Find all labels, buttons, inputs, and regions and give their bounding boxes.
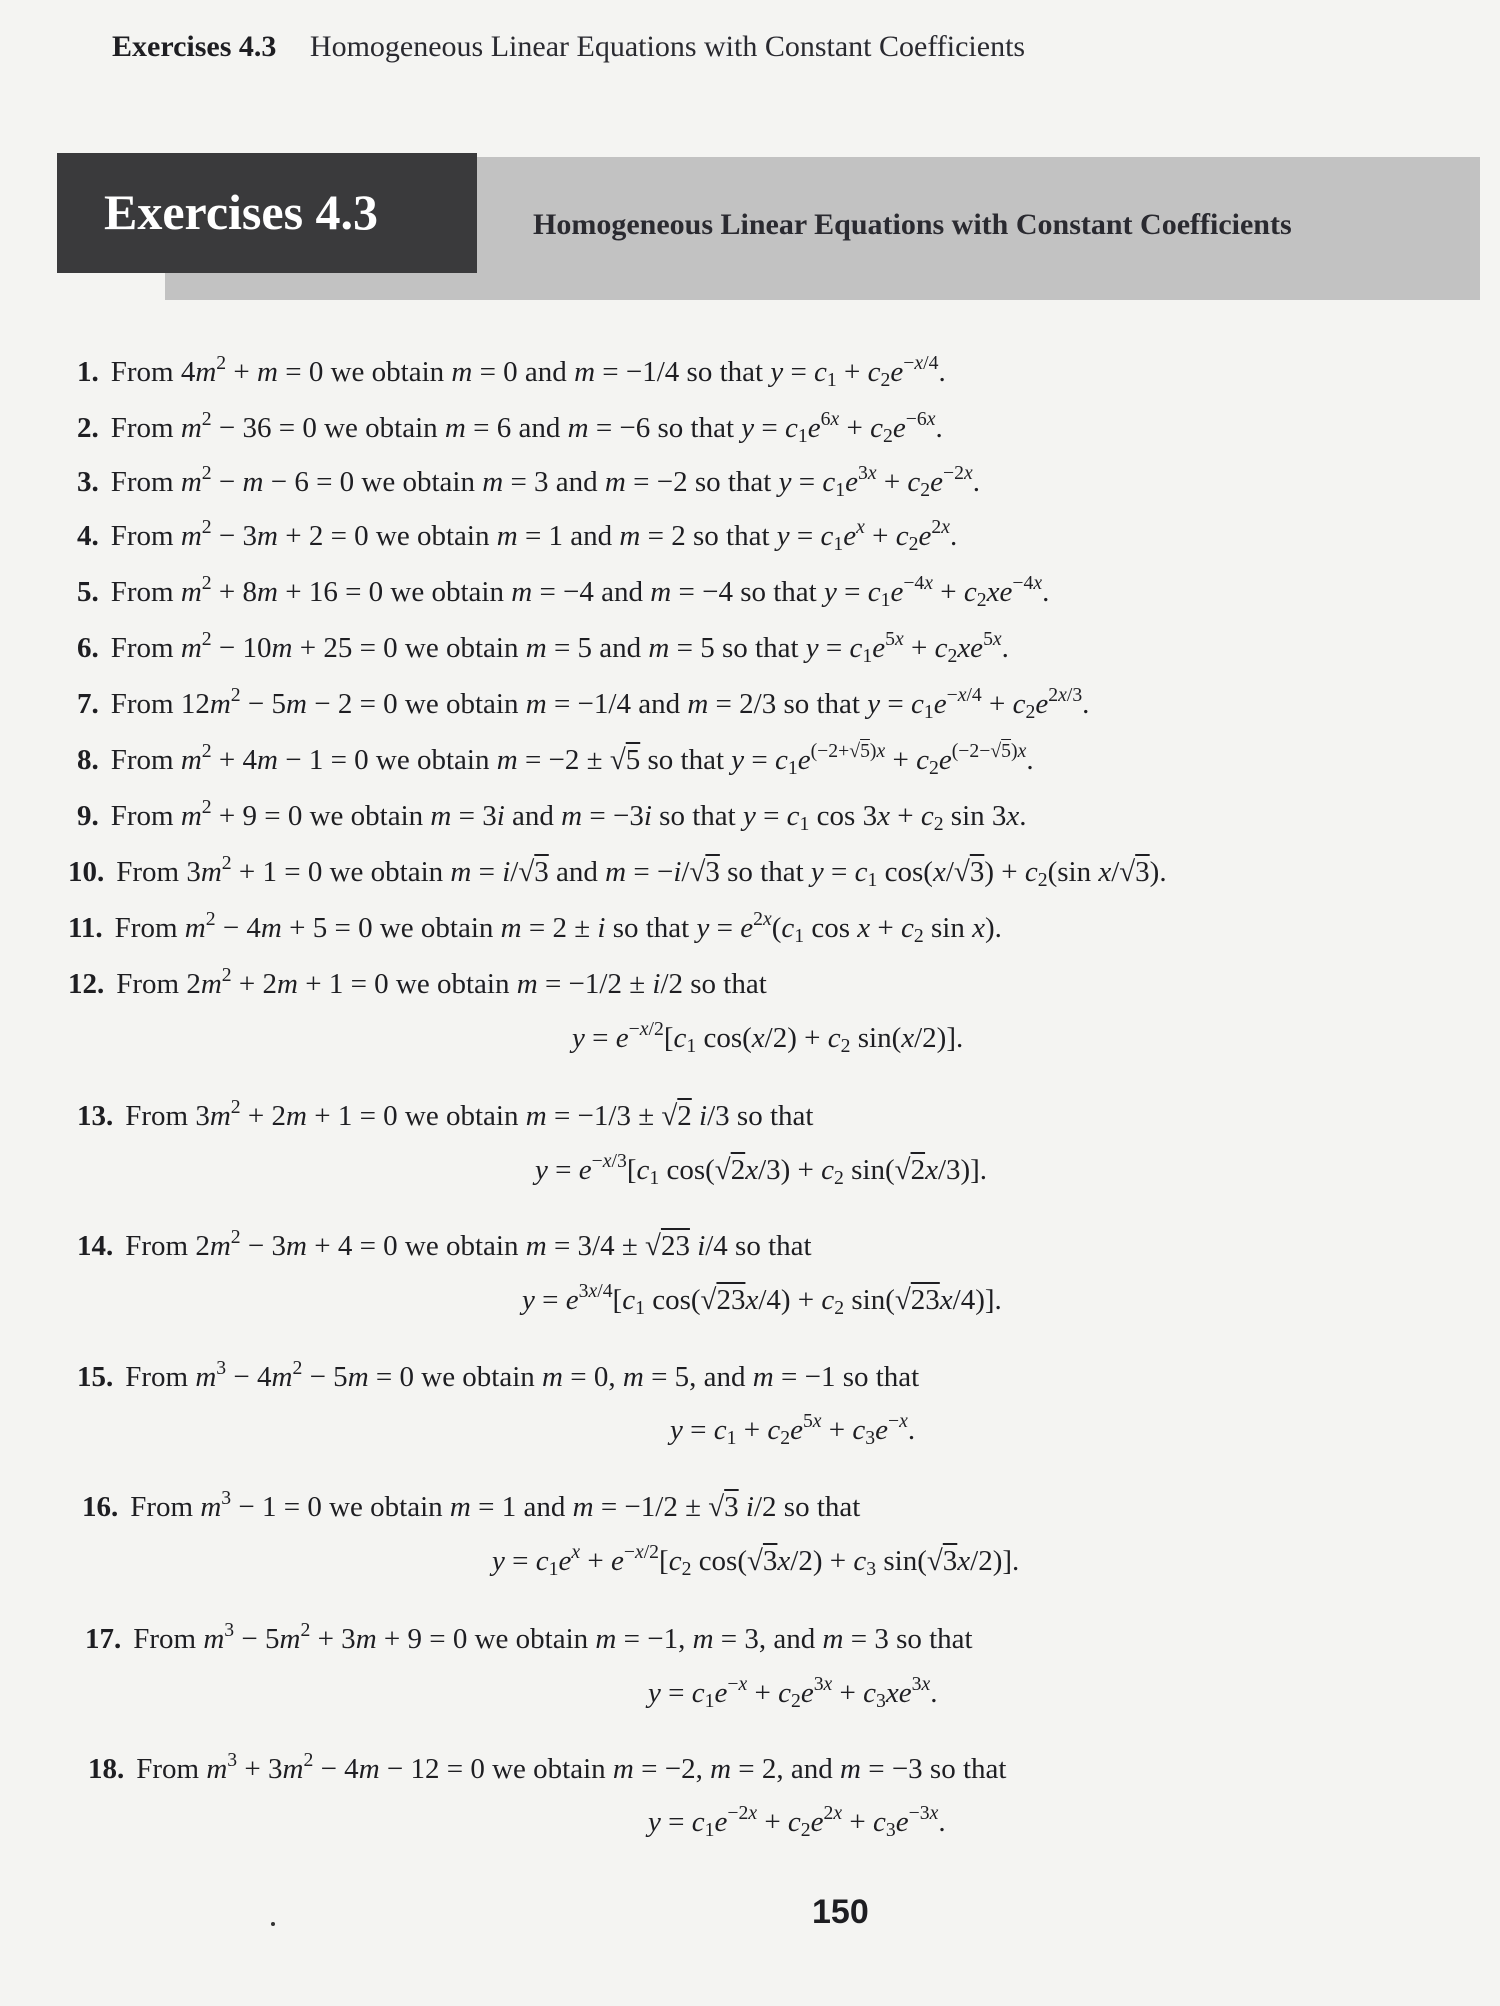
problem-number: 2.: [77, 412, 99, 444]
running-head: [112, 30, 1025, 64]
problem-number: 6.: [77, 632, 99, 664]
problem-text: From $m^3 + 3m^2 - 4m - 12 = 0$ we obtain m = −2, m = 2, and m = −3 so that: [136, 1749, 1007, 1785]
problem-number: 10.: [68, 856, 105, 888]
problem-16-solution: $y = c_1e^x + e^{-x/2}[c_2$ $\cos(√3x/2) + c_3$ sin(√3x/2)].: [492, 1541, 1020, 1580]
problem-text: From $m^2 - m - 6 = 0$ we obtain m = 3 and m = −2 so that $y = c_1e^{3x} + c_2e^{-2x}$.: [110, 462, 980, 501]
problem-18: [88, 1749, 1007, 1785]
problem-number: 15.: [77, 1361, 114, 1393]
problem-17-solution: $y = c_1e^{-x} + c_2e^{3x} + c_3xe^{3x}$.: [648, 1673, 938, 1712]
problem-8: [77, 740, 1034, 779]
problem-15: [77, 1357, 920, 1393]
problem-text: From $m^2 + 8m + 16 = 0$ we obtain m = −4 and m = −4 so that $y = c_1e^{-4x} + c_2xe^{-4x}$.: [110, 572, 1050, 611]
problem-number: 14.: [77, 1230, 114, 1262]
problem-text: From $2m^2 - 3m + 4 = 0$ we obtain m = 3/4 ± √23 i/4 so that: [125, 1226, 812, 1262]
problem-10: [68, 852, 1167, 891]
problem-14: [77, 1226, 812, 1262]
problem-15-solution: $y = c_1 + c_2e^{5x} + c_3e^{-x}$.: [670, 1410, 916, 1449]
section-banner-label: Exercises 4.3: [104, 184, 379, 240]
problem-text: From $12m^2 - 5m - 2 = 0$ we obtain m = −1/4 and m = 2/3 so that $y = c_1e^{-x/4} + c_2e^{2x/3}$.: [110, 684, 1090, 723]
problem-text: From $m^2 - 10m + 25 = 0$ we obtain m = 5 and m = 5 so that $y = c_1e^{5x} + c_2xe^{5x}$.: [110, 628, 1009, 667]
problem-7: [77, 684, 1090, 723]
problem-text: From $m^3 - 5m^2 + 3m + 9 = 0$ we obtain m = −1, m = 3, and m = 3 so that: [133, 1619, 973, 1655]
problem-9: [77, 796, 1027, 835]
problem-text: From $4m^2 + m = 0$ we obtain m = 0 and m = −1/4 so that $y = c_1 + c_2e^{-x/4}$.: [110, 352, 946, 391]
problem-11: [68, 908, 1002, 947]
problem-text: From $m^2 + 4m - 1 = 0$ we obtain m = −2 ± √5 so that $y = c_1e^{(-2+√5)x} + c_2e^{(-2-√5)x}$.: [110, 740, 1034, 779]
running-head-section-title: Homogeneous Linear Equations with Constant Coefficients: [309, 30, 1026, 63]
problem-13-solution: $y = e^{-x/3}[c_1$ $\cos(√2x/3) + c_2$ sin(√2x/3)].: [535, 1150, 988, 1189]
problem-text: From $m^2 + 9 = 0$ we obtain m = 3i and m = −3i so that $y = c_1$ $\cos 3x + c_2$ sin 3x.: [110, 796, 1027, 835]
problem-4: [77, 516, 958, 555]
problem-12-solution: $y = e^{-x/2}[c_1$ $\cos(x/2) + c_2$ sin(x/2)].: [572, 1018, 964, 1057]
section-banner-subtitle: Homogeneous Linear Equations with Constant Coefficients: [533, 208, 1292, 241]
page-number: 150: [812, 1893, 869, 1931]
problem-5: [77, 572, 1050, 611]
problem-text: From $m^2 - 4m + 5 = 0$ we obtain m = 2 ± i so that $y = e^{2x}(c_1$ $\cos x + c_2$ sin x).: [114, 908, 1002, 947]
problem-3: [77, 462, 980, 501]
problem-12: [68, 964, 767, 1000]
problem-text: From $m^3 - 1 = 0$ we obtain m = 1 and m = −1/2 ± √3 i/2 so that: [130, 1487, 861, 1523]
problem-number: 11.: [68, 912, 103, 944]
problem-6: [77, 628, 1009, 667]
problem-2: [77, 408, 943, 447]
paper-speck: [271, 1922, 275, 1926]
problem-18-solution: $y = c_1e^{-2x} + c_2e^{2x} + c_3e^{-3x}$.: [648, 1802, 946, 1841]
problem-text: From $3m^2 + 1 = 0$ we obtain m = i/√3 and m = −i/√3 so that $y = c_1$ $\cos(x/√3) + c_2(\sin$ x/√3).: [116, 852, 1167, 891]
problem-14-solution: $y = e^{3x/4}[c_1$ $\cos(√23x/4) + c_2$ sin(√23x/4)].: [522, 1280, 1002, 1319]
problem-number: 9.: [77, 800, 99, 832]
problem-text: From $m^2 - 3m + 2 = 0$ we obtain m = 1 and m = 2 so that $y = c_1e^x + c_2e^{2x}$.: [110, 516, 958, 555]
problem-number: 13.: [77, 1100, 114, 1132]
problem-number: 12.: [68, 968, 105, 1000]
problem-17: [85, 1619, 973, 1655]
problem-number: 5.: [77, 576, 99, 608]
problem-text: From $3m^2 + 2m + 1 = 0$ we obtain m = −1/3 ± √2 i/3 so that: [125, 1096, 814, 1132]
problem-number: 16.: [82, 1491, 119, 1523]
problem-text: From $2m^2 + 2m + 1 = 0$ we obtain m = −1/2 ± i/2 so that: [116, 964, 767, 1000]
problem-number: 7.: [77, 688, 99, 720]
problem-16: [82, 1487, 861, 1523]
running-head-section-number: Exercises 4.3: [112, 30, 277, 63]
problem-13: [77, 1096, 814, 1132]
problem-text: From $m^3 - 4m^2 - 5m = 0$ we obtain m = 0, m = 5, and m = −1 so that: [125, 1357, 920, 1393]
problem-number: 3.: [77, 466, 99, 498]
section-banner-label-box: [57, 153, 477, 273]
problem-number: 4.: [77, 520, 99, 552]
problem-text: From $m^2 - 36 = 0$ we obtain m = 6 and m = −6 so that $y = c_1e^{6x} + c_2e^{-6x}$.: [110, 408, 943, 447]
problem-number: 1.: [77, 356, 99, 388]
problem-number: 17.: [85, 1623, 122, 1655]
problem-number: 8.: [77, 744, 99, 776]
problem-1: [77, 352, 946, 391]
problem-number: 18.: [88, 1753, 125, 1785]
